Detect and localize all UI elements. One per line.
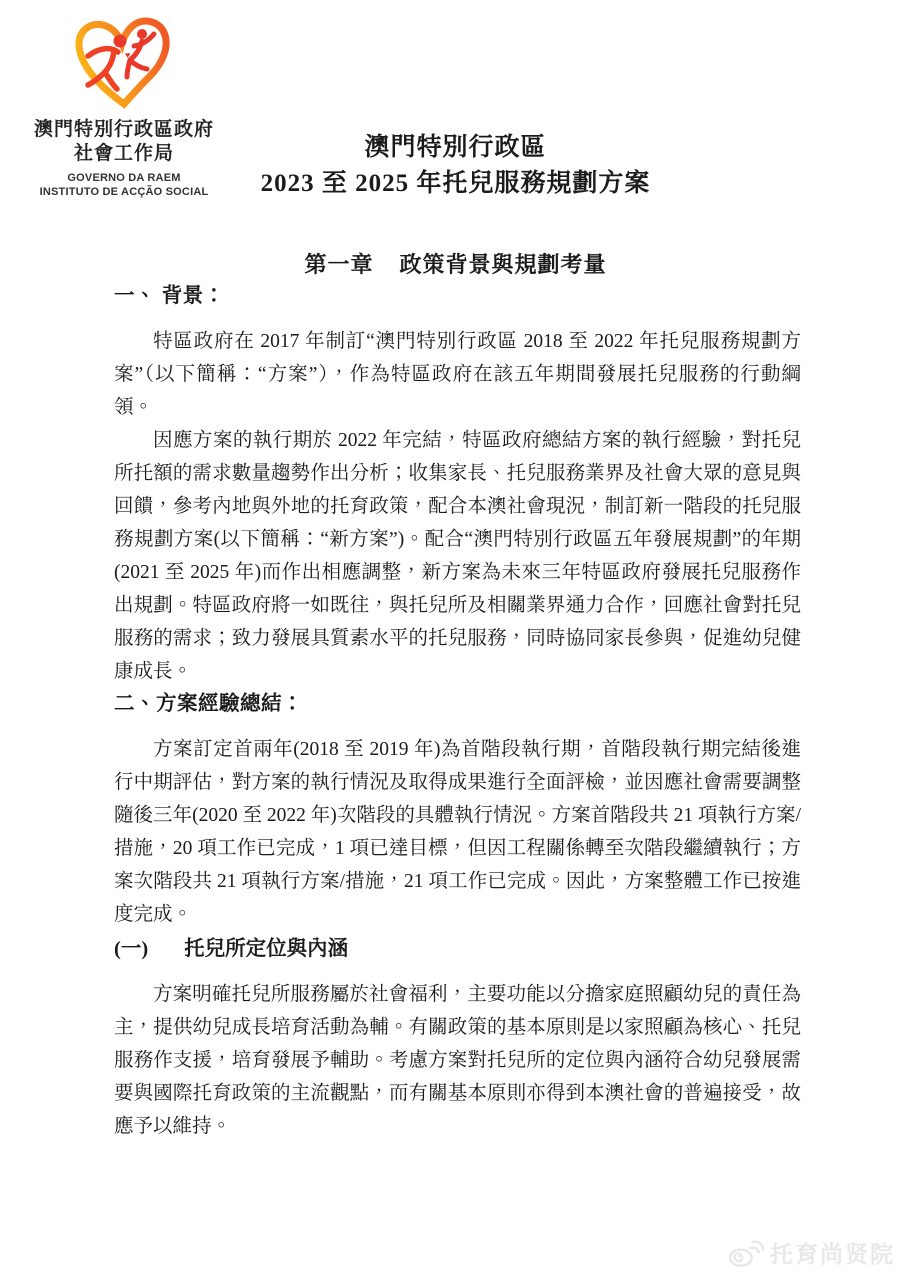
chapter-heading — [0, 250, 911, 280]
org-name-pt-line1: GOVERNO DA RAEM — [67, 172, 181, 184]
subsection-1-paragraph-1: 方案明確托兒所服務屬於社會福利，主要功能以分擔家庭照顧幼兒的責任為主，提供幼兒成長培育活動為輔。有關政策的基本原則是以家照顧為核心、托兒服務作支援，培育發展予輔助。考慮方案對托兒所的定位與內涵符合幼兒發展需要與國際托育政策的主流觀點，而有關基本原則亦得到本澳社會的普遍接受，故應予以維持。 — [114, 984, 801, 1137]
section-2-paragraph-1: 方案訂定首兩年(2018 至 2019 年)為首階段執行期，首階段執行期完結後進行中期評估，對方案的執行情況及取得成果進行全面評檢，並因應社會需要調整隨後三年(2020 至 2022 年)次階段的具體執行情況。方案首階段共 21 項執行方案/措施，20 項工作已完成，1 項已達目標，但因工程關係轉至次階段繼續執行；方案次階段共 21 項執行方案/措施，21 項工作已完成。因此，方案整體工作已按進度完成。 — [114, 739, 801, 925]
document-title-line1: 澳門特別行政區 — [364, 134, 547, 161]
svg-text:♥: ♥ — [125, 50, 131, 60]
document-header — [0, 0, 911, 212]
watermark-text: 托育尚贤院 — [770, 1242, 895, 1267]
subsection-1-heading — [114, 933, 801, 966]
chapter-title: 政策背景與規劃考量 — [399, 252, 607, 277]
section-2-heading: 二、方案經驗總結： — [114, 693, 303, 715]
chapter-number: 第一章 — [304, 252, 374, 277]
section-1-heading: 一、 背景： — [114, 285, 225, 307]
weibo-icon — [728, 1238, 764, 1268]
org-name-pt-line2: INSTITUTO DE ACÇÃO SOCIAL — [39, 186, 209, 198]
org-name-zh-line1: 澳門特別行政區政府 — [33, 119, 214, 140]
document-body — [114, 280, 801, 1143]
document-title — [0, 130, 911, 202]
section-1-paragraph-1: 特區政府在 2017 年制訂“澳門特別行政區 2018 至 2022 年托兒服務規劃方案”（以下簡稱：“方案”），作為特區政府在該五年期間發展托兒服務的行動綱領。 — [114, 331, 801, 418]
subsection-1-label: (一) — [114, 938, 149, 960]
org-name-zh-line2: 社會工作局 — [73, 143, 174, 164]
document-title-line2: 2023 至 2025 年托兒服務規劃方案 — [260, 170, 651, 197]
subsection-1-title: 托兒所定位與內涵 — [184, 938, 349, 960]
section-1-paragraph-2: 因應方案的執行期於 2022 年完結，特區政府總結方案的執行經驗，對托兒所托額的需求數量趨勢作出分析；收集家長、托兒服務業界及社會大眾的意見與回饋，參考內地與外地的托育政策，配合本澳社會現況，制訂新一階段的托兒服務規劃方案(以下簡稱：“新方案”)。配合“澳門特別行政區五年發展規劃”的年期(2021 至 2025 年)而作出相應調整，新方案為未來三年特區政府發展托兒服務作出規劃。特區政府將一如既往，與托兒所及相關業界通力合作，回應社會對托兒服務的需求；致力發展具質素水平的托兒服務，同時協同家長參與，促進幼兒健康成長。 — [114, 430, 801, 682]
ias-heart-logo-icon — [68, 14, 180, 112]
watermark — [728, 1236, 895, 1269]
